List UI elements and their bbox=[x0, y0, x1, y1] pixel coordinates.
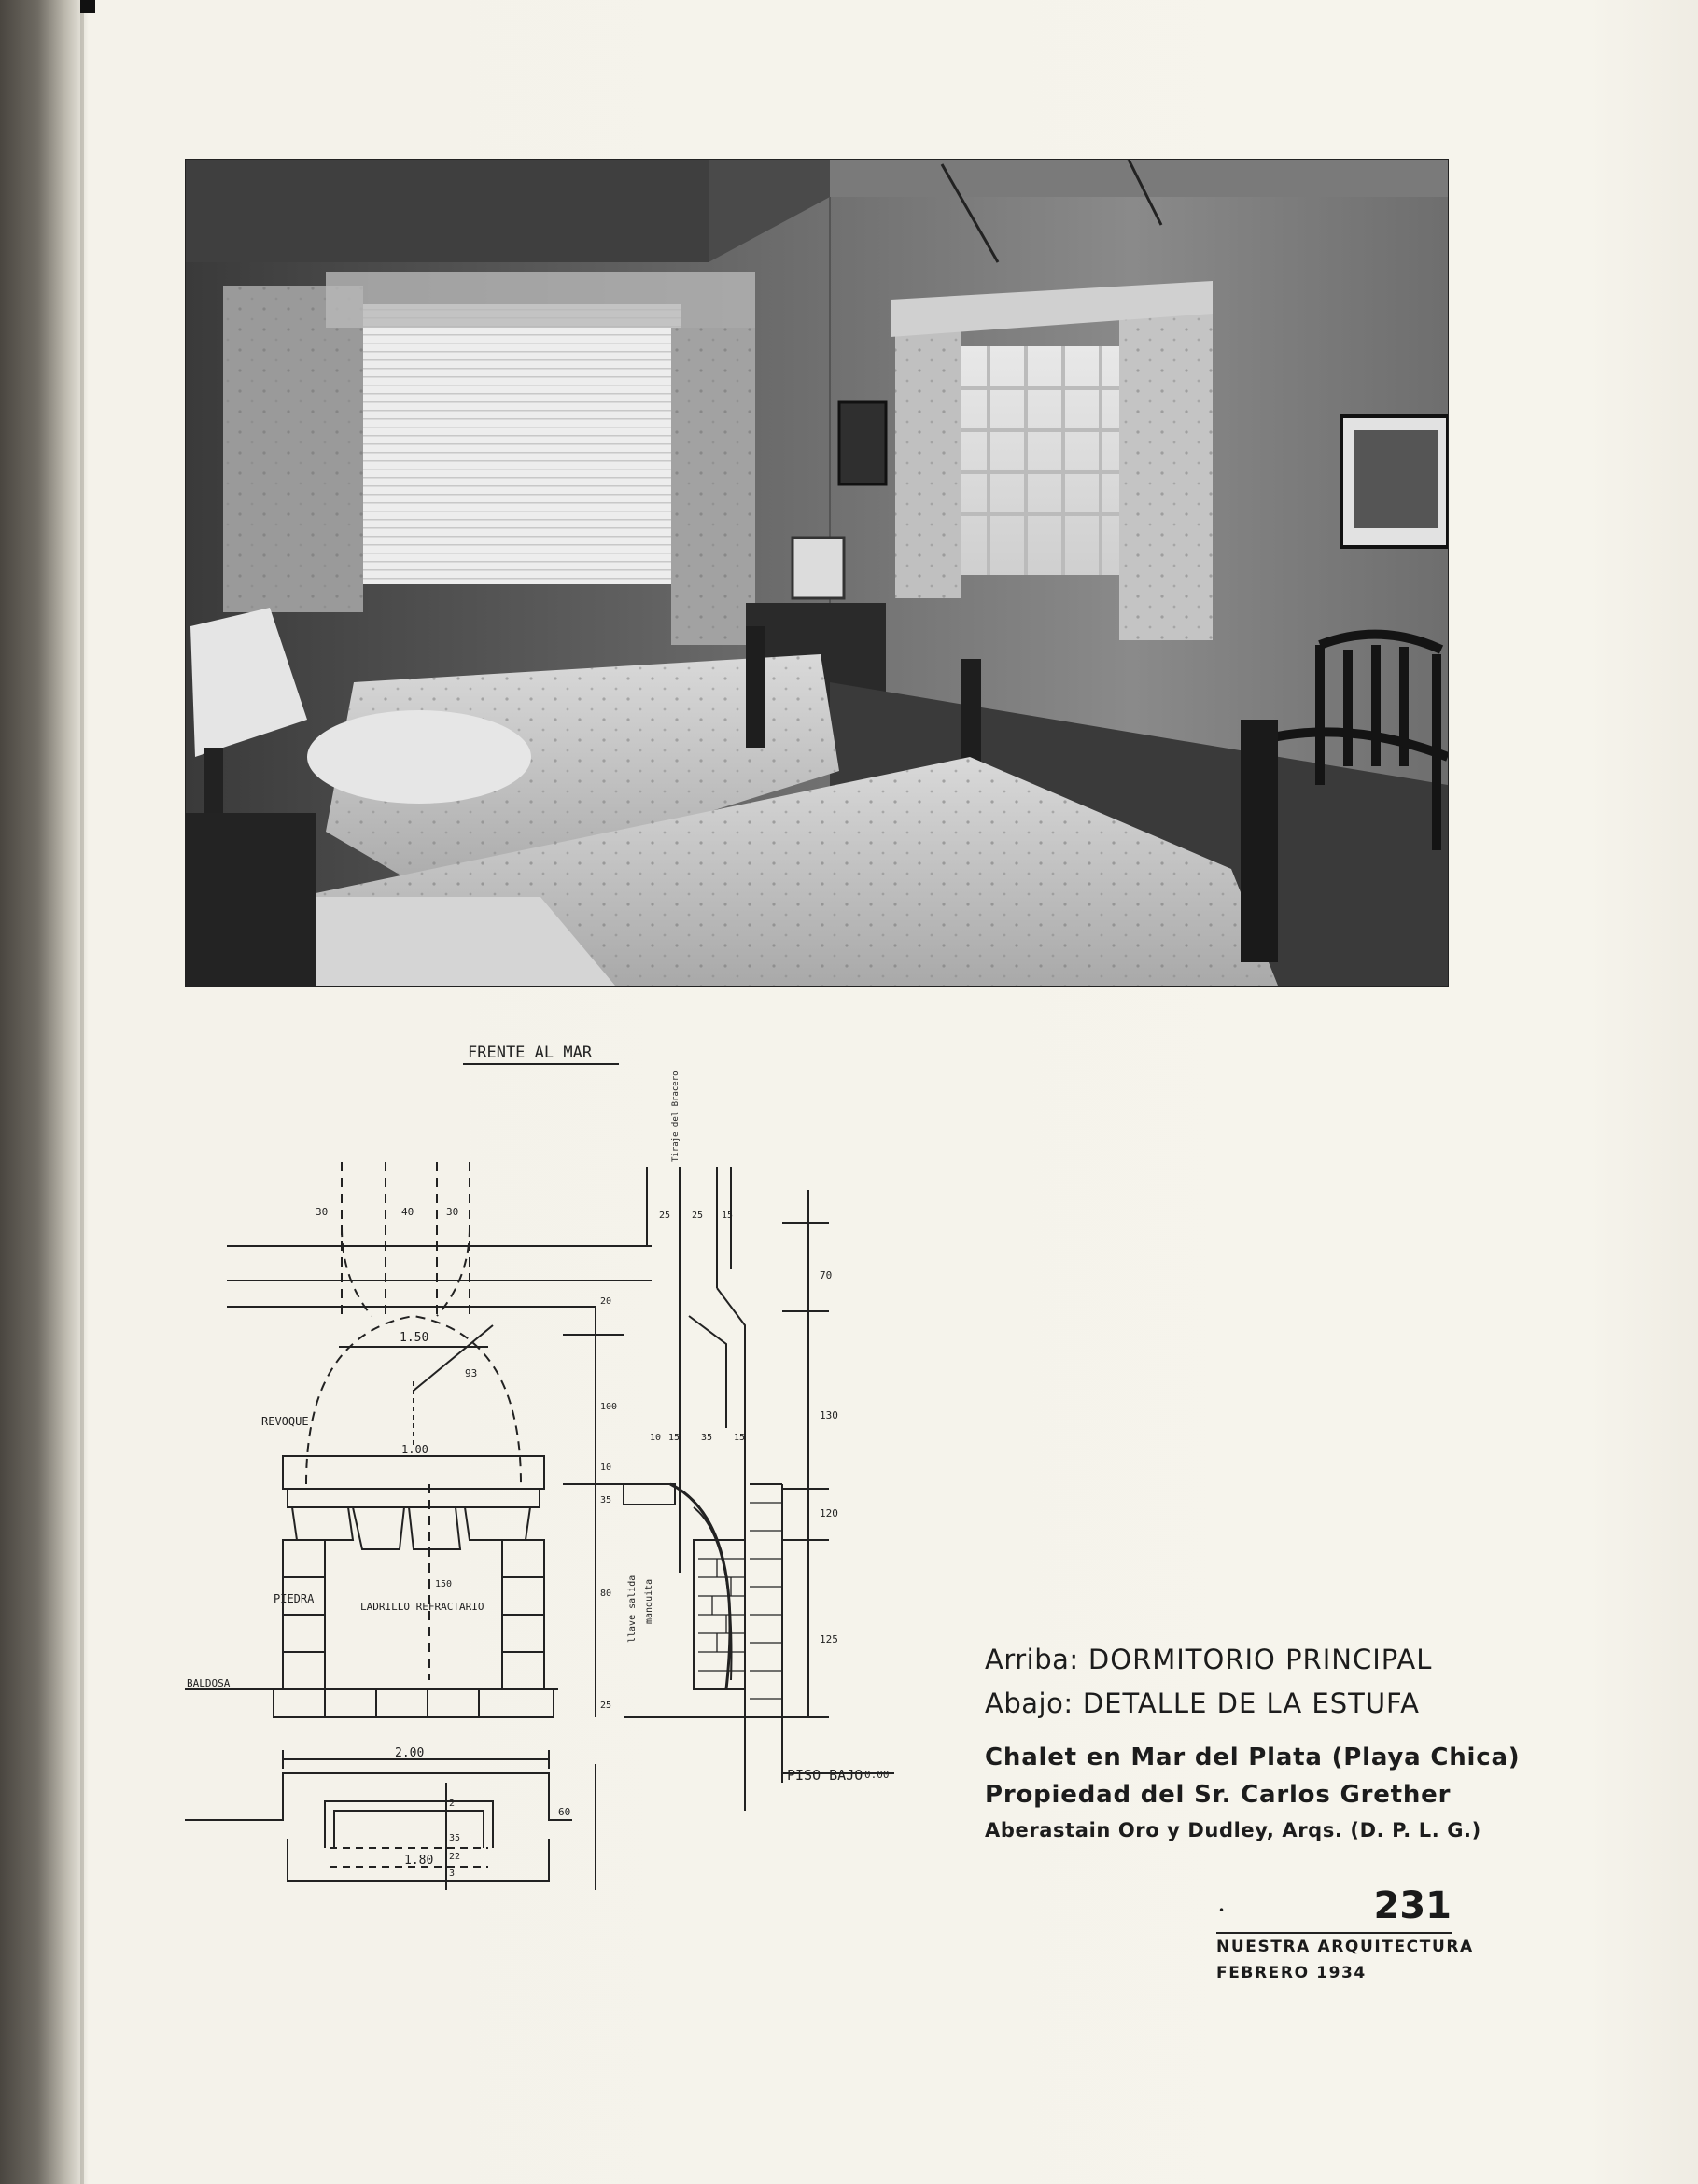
footer-bullet: • bbox=[1218, 1904, 1226, 1917]
drawing-title: FRENTE AL MAR bbox=[468, 1043, 593, 1062]
dim-mid-1: 10 bbox=[650, 1433, 662, 1443]
dim-top-1: 30 bbox=[316, 1206, 329, 1218]
dim-side-top-2: 25 bbox=[692, 1211, 704, 1221]
dim-radio: 93 bbox=[465, 1367, 478, 1379]
dim-fondo: 60 bbox=[558, 1806, 571, 1818]
label-piso-level: 0.00 bbox=[864, 1769, 890, 1781]
bedroom-photo bbox=[185, 159, 1449, 987]
dim-left-5: 150 bbox=[435, 1579, 453, 1589]
dim-left-6: 80 bbox=[600, 1589, 612, 1599]
caption-line-2-text: DETALLE DE LA ESTUFA bbox=[1082, 1687, 1420, 1719]
magazine-name: NUESTRA ARQUITECTURA bbox=[1216, 1938, 1474, 1956]
dim-mid-3: 35 bbox=[701, 1433, 713, 1443]
dim-mid-2: 15 bbox=[668, 1433, 681, 1443]
label-baldosa: BALDOSA bbox=[187, 1677, 231, 1689]
dim-left-1: 20 bbox=[600, 1296, 612, 1307]
dim-left-7: 25 bbox=[600, 1701, 612, 1711]
dim-ancho-planta: 1.80 bbox=[404, 1854, 434, 1868]
dim-left-4: 35 bbox=[600, 1495, 612, 1505]
dim-top-2: 40 bbox=[401, 1206, 414, 1218]
dim-left-3: 10 bbox=[600, 1463, 612, 1473]
bedroom-photo-image bbox=[186, 160, 1448, 986]
issue-date: FEBRERO 1934 bbox=[1216, 1964, 1367, 1982]
caption-line-2 bbox=[985, 1682, 1508, 1726]
label-piedra: PIEDRA bbox=[274, 1592, 315, 1605]
dim-arco: 1.50 bbox=[400, 1331, 429, 1345]
caption-line-1-text: DORMITORIO PRINCIPAL bbox=[1088, 1644, 1433, 1675]
dim-centro: 1.00 bbox=[401, 1443, 428, 1456]
label-manguita: manguita bbox=[644, 1578, 654, 1624]
label-piso-bajo: PISO BAJO bbox=[787, 1767, 863, 1784]
page-number: 231 bbox=[1373, 1884, 1452, 1927]
dim-top-3: 30 bbox=[446, 1206, 459, 1218]
dim-ancho-base: 2.00 bbox=[395, 1746, 425, 1760]
dim-vert-1: 70 bbox=[820, 1269, 833, 1281]
caption-line-1-prefix: Arriba: bbox=[985, 1644, 1079, 1675]
caption-block bbox=[985, 1638, 1521, 1847]
dim-plan-4: 3 bbox=[449, 1869, 456, 1879]
dim-vert-4: 125 bbox=[820, 1633, 838, 1645]
corner-mark bbox=[80, 0, 95, 13]
fireplace-detail-drawing bbox=[185, 1036, 904, 1890]
dim-side-top-1: 25 bbox=[659, 1211, 671, 1221]
dim-plan-2: 35 bbox=[449, 1833, 461, 1843]
footer-rule bbox=[1216, 1932, 1452, 1934]
caption-line-2-prefix: Abajo: bbox=[985, 1687, 1074, 1719]
label-revoque: REVOQUE bbox=[261, 1415, 309, 1428]
label-ladrillo: LADRILLO REFRACTARIO bbox=[360, 1601, 484, 1613]
dim-plan-3: 22 bbox=[449, 1852, 461, 1862]
dim-side-top-3: 15 bbox=[722, 1211, 734, 1221]
fireplace-drawing-svg bbox=[185, 1036, 904, 1890]
caption-line-5: Aberastain Oro y Dudley, Arqs. (D. P. L. G.) bbox=[985, 1819, 1481, 1841]
label-llave: llave salida bbox=[627, 1575, 638, 1643]
dim-mid-4: 15 bbox=[734, 1433, 746, 1443]
dim-vert-3: 120 bbox=[820, 1507, 838, 1519]
binding-shadow bbox=[80, 0, 84, 2184]
dim-left-2: 100 bbox=[600, 1402, 618, 1412]
dim-plan-1: 2 bbox=[449, 1799, 456, 1809]
caption-line-4: Propiedad del Sr. Carlos Grether bbox=[985, 1781, 1452, 1809]
caption-line-1 bbox=[985, 1638, 1508, 1682]
label-tiraje: Tiraje del Bracero bbox=[671, 1071, 681, 1162]
caption-line-3: Chalet en Mar del Plata (Playa Chica) bbox=[985, 1743, 1521, 1771]
dim-vert-2: 130 bbox=[820, 1409, 838, 1421]
